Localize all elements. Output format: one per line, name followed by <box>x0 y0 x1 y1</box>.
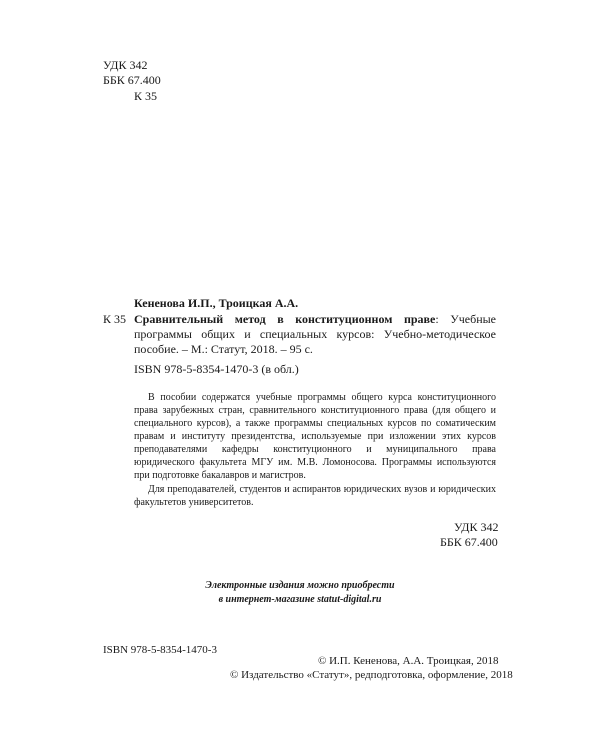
bottom-bbk: ББК 67.400 <box>440 535 498 549</box>
bottom-udk: УДК 342 <box>454 520 499 534</box>
copyright-publisher: © Издательство «Статут», редподготовка, оформление, 2018 <box>230 669 513 681</box>
authors: Кененова И.П., Троицкая А.А. <box>134 296 299 310</box>
annotation-paragraph-2: Для преподавателей, студентов и аспирантов юридических вузов и юридических факультетов университетов. <box>134 484 496 508</box>
top-author-mark: К 35 <box>134 89 158 103</box>
top-bbk: ББК 67.400 <box>103 73 161 87</box>
entry-author-mark: К 35 <box>103 312 127 326</box>
copyright-authors: © И.П. Кененова, А.А. Троицкая, 2018 <box>318 655 499 667</box>
bibliographic-description <box>134 312 496 357</box>
top-udk: УДК 342 <box>103 58 148 72</box>
ebook-notice-line-2: в интернет-магазине statut-digital.ru <box>218 594 382 605</box>
ebook-notice-line-1: Электронные издания можно приобрести <box>205 580 395 591</box>
entry-isbn: ISBN 978-5-8354-1470-3 (в обл.) <box>134 362 299 376</box>
footer-isbn: ISBN 978-5-8354-1470-3 <box>103 644 217 656</box>
annotation-paragraph-1: В пособии содержатся учебные программы общего курса конституционного права зарубежных стран, сравнительного конституционного права (для общего и специального курсов), а также программы специальных курсов по соматическим правам и институту президентства, используемые при изложении этих курсов преподавателями кафедры конституционного и муниципального права юридического факультета МГУ им. М.В. Ломоносова. Программы используются при подготовке бакалавров и магистров. <box>134 392 496 481</box>
book-description: : Учебные программы общих и специальных курсов: Учебно-методическое пособие. – М.: Статут, 2018. – 95 с. <box>134 312 497 356</box>
book-title: Сравнительный метод в конституционном праве <box>134 312 436 326</box>
